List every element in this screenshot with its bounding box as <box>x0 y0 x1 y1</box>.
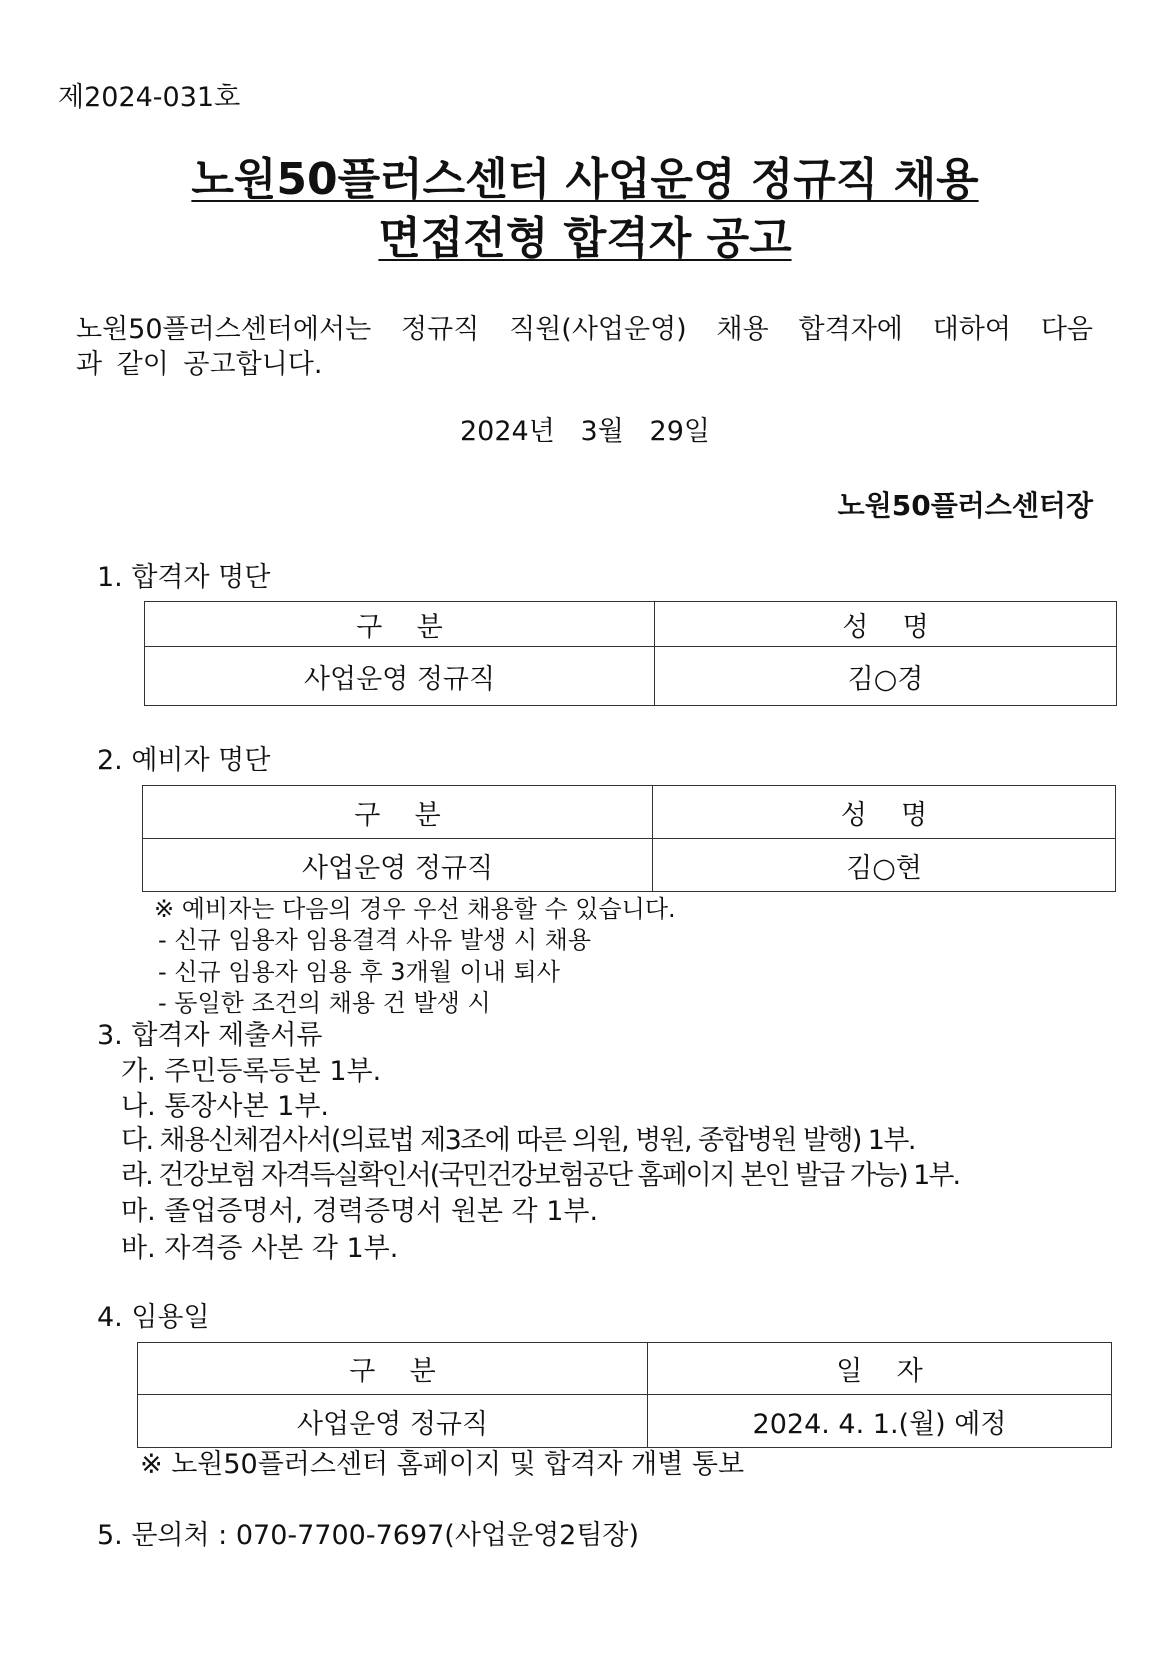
notification-note: ※ 노원50플러스센터 홈페이지 및 합격자 개별 통보 <box>140 1449 745 1480</box>
cell-category: 사업운영 정규직 <box>143 839 653 892</box>
reserve-condition: - 동일한 조건의 채용 건 발생 시 <box>158 989 491 1017</box>
document-item: 라. 건강보험 자격득실확인서(국민건강보험공단 홈페이지 본인 발급 가능) 1부. <box>121 1160 960 1191</box>
issuer: 노원50플러스센터장 <box>837 489 1093 522</box>
header-name: 성 명 <box>655 602 1117 647</box>
section3-heading: 3. 합격자 제출서류 <box>97 1020 323 1051</box>
cell-category: 사업운영 정규직 <box>145 647 655 706</box>
cell-category: 사업운영 정규직 <box>138 1395 648 1448</box>
document-item: 다. 채용신체검사서(의료법 제3조에 따른 의원, 병원, 종합병원 발행) 1부. <box>121 1125 915 1156</box>
title-line-2 <box>0 213 1170 264</box>
header-category: 구 분 <box>138 1343 648 1395</box>
reserve-note: ※ 예비자는 다음의 경우 우선 채용할 수 있습니다. <box>154 895 676 923</box>
reserve-condition: - 신규 임용자 임용결격 사유 발생 시 채용 <box>158 926 592 954</box>
section2-heading: 2. 예비자 명단 <box>97 745 271 776</box>
reserve-condition: - 신규 임용자 임용 후 3개월 이내 퇴사 <box>158 958 560 986</box>
header-date: 일 자 <box>648 1343 1112 1395</box>
reserve-candidates-table <box>142 785 1116 892</box>
successful-candidates-table <box>144 601 1117 706</box>
header-name: 성 명 <box>653 786 1116 839</box>
announcement-date: 2024년 3월 29일 <box>460 416 710 447</box>
section4-heading: 4. 임용일 <box>97 1302 210 1333</box>
header-category: 구 분 <box>143 786 653 839</box>
document-item: 마. 졸업증명서, 경력증명서 원본 각 1부. <box>121 1196 599 1227</box>
cell-name: 김○현 <box>653 839 1116 892</box>
intro-line-1: 노원50플러스센터에서는 정규직 직원(사업운영) 채용 합격자에 대하여 다음 <box>76 314 1093 345</box>
section1-heading: 1. 합격자 명단 <box>97 562 271 593</box>
contact-info: 5. 문의처 : 070-7700-7697(사업운영2팀장) <box>97 1520 640 1551</box>
document-item: 바. 자격증 사본 각 1부. <box>121 1233 399 1264</box>
document-item: 나. 통장사본 1부. <box>121 1091 330 1122</box>
title-text-2: 면접전형 합격자 공고 <box>378 213 792 264</box>
title-text-1: 노원50플러스센터 사업운영 정규직 채용 <box>191 154 979 205</box>
document-item: 가. 주민등록등본 1부. <box>121 1056 382 1087</box>
cell-date: 2024. 4. 1.(월) 예정 <box>648 1395 1112 1448</box>
cell-name: 김○경 <box>655 647 1117 706</box>
intro-line-2: 과 같이 공고합니다. <box>76 349 323 380</box>
document-number: 제2024-031호 <box>58 82 241 113</box>
header-category: 구 분 <box>145 602 655 647</box>
title-line-1 <box>0 154 1170 205</box>
appointment-date-table <box>137 1342 1112 1448</box>
